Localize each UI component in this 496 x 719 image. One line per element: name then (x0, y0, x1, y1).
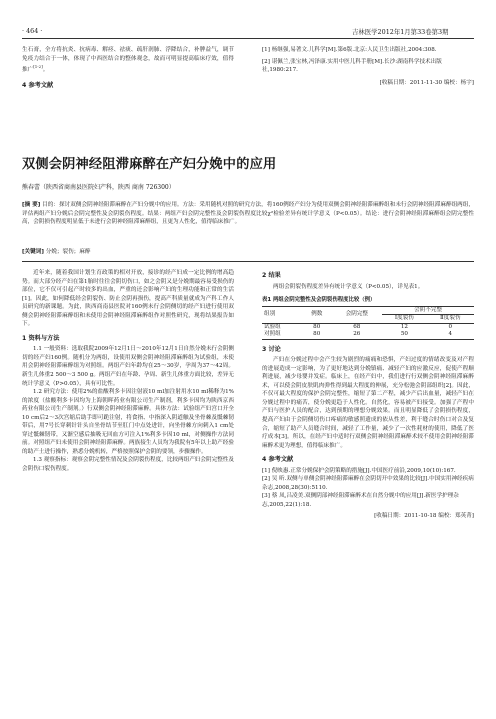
prev-received: [收稿日期：2011-11-30 编校：杨宇] (379, 79, 474, 86)
table-row (262, 323, 474, 331)
prev-ref-1: [1] 杨继强,易著文.儿科学[M].第6版.北京:人民卫生出版社,2004:308. (262, 47, 437, 53)
th-tear: 会阴不完整 (382, 306, 474, 315)
body-right-column (262, 269, 474, 521)
cell-group: 试验组 (264, 323, 281, 330)
body-left-column (22, 269, 234, 474)
keywords-label: [关键词] (22, 249, 44, 255)
header-rule (22, 38, 474, 39)
author-line: 熊春蕾（陕西省商南县医院妇产科，陕西 商南 726300） (22, 184, 175, 191)
abstract-text: 目的：探讨双侧会阴神经阻滞麻醉在产妇分娩中的应用。方法：采用随机对照的研究方法，将160例经产妇分为使用双侧会阴神经阻滞麻醉组和未行会阴神经阻滞麻醉组两组，评估两组产妇分娩后会阴完整性及会阴裂伤程度。结果：两组产妇会阴完整性及会阴裂伤程度比较χ²检验差异有统计学意义（P<0.05）。结论：进行会阴神经阻滞麻醉组会阴完整性高，会阴损伤程度明显低于未进行会阴神经阻滞麻醉组，且更为人性化，值得临床推广。 (22, 202, 475, 226)
article-title: 双侧会阴神经阻滞麻醉在产妇分娩中的应用 (22, 157, 277, 172)
section-2-text: 两组会阴裂伤程度差异有统计学意义（P<0.05），详见表1。 (273, 283, 424, 290)
prev-article-text: 生石膏，全方将抗炎、抗病毒、解痉、祛痰、疏肝润肺、浮降结合，补脾益气，调节免疫力结合于一体，体现了中西医结合的整体观念，故而可明显提高临床疗效，值得推广 (22, 47, 234, 73)
reference-2: [2] 吴 昕.双侧与单侧会阴神经阻滞麻醉在会阴切开中效果的比较[J].中国实用神经疾病杂志,2008,28(30):5110. (262, 476, 474, 491)
table-row (262, 331, 474, 339)
cell-group: 对照组 (264, 331, 281, 338)
prev-article-tail: 。 (42, 66, 49, 73)
cell-intact: 26 (353, 331, 361, 338)
section-3-heading: 3 讨论 (262, 345, 281, 353)
section-1-1: 1.1 一般资料：选取我院2009年12月1日～2010年12月1日自然分娩未行会阴侧切的经产妇160例。随机分为两组，设使用双侧会阴神经阻滞麻醉组为试验组，未使用会阴神经阻滞麻醉组为对照组。两组产妇年龄均在25～30岁，孕周为37～42周。新生儿体重2 500～3 500 g。两组产妇在年龄、孕周、新生儿体重方面比较，差异无统计学意义（P>0.05），具有可比性。 (22, 346, 234, 387)
th-deg1: Ⅰ度裂伤 (382, 315, 426, 324)
table-caption: 表1 两组会阴完整性及会阴裂伤程度比较（例） (262, 297, 376, 304)
section-3-text: 产妇在分娩过程中会产生较为剧烈的痛痛和恐惧，产妇过度的情绪改变及对产程的进展造成一定影响，为了更好地达到分娩镇痛、减轻产妇的应激反应，促使产程顺利进展，减少母婴并发症。临床上，在经产妇中，我们进行行双侧会阴神经阻滞麻醉术，可以使会阴皮肤肌肉弹性得到最大程度的伸展，充分松弛会阴部组织[2]。因此，不仅可最大程度的保护会阴完整性，缩短了第二产程，减少产后出血量，减轻产妇在分娩过程中的痛苦，使分娩更趋于人性化。自然化，容易被产妇接受。加强了产程中产妇与医护人员的配合，达到预期的理想分娩效果。而且明显降低了会阴损伤程度，提高产妇由于会阴侧切伤口疼痛的敏感照遗成的依从性差，利于缝合时伤口对合及复合，缩短了助产人员缝合时间，减轻了工作量，减少了一次性耗材的使用，降低了医疗成本[3]。所以，在经产妇中适时行双侧会阴神经阻滞麻醉术较不使用会阴神经阻滞麻醉术更为理想，值得临床推广。 (262, 357, 474, 449)
abstract-label: [摘 要] (22, 202, 41, 208)
section-1-2: 1.2 研究方法：使用2%的盐酸利多卡因注射液10 ml加注射用水10 ml稀释为1%的浓度（盐酸利多卡因均为上海朝晖药业有限公司生产制剂，利多卡因均为陕西京西药业有限公司生产制剂。）行双侧会阴神经阻滞麻醉。具体方法：试验组产妇宫口开全10 cm后2～3次宫缩后助手即可跪注射，将食指、中指深入阴道触及坐骨棘及骶棘韧带后，用7号长穿刺针针头自坐骨结节至肛门中点处进针，向坐骨棘方向刺入1 cm处穿过骶棘韧带，又渐空感后抽吸无回血方可注入1%利多卡因10 ml，对侧操作方法同前。对照组产妇未使用会阴神经阻滞麻醉。两族接生人员均为我院有5年以上助产经验的助产士进行操作，熟悉分娩机转，严格按照保护会阴的要领，步骤操作。 (22, 389, 234, 455)
section-2-heading: 2 结果 (262, 272, 281, 279)
abstract (22, 201, 474, 227)
prev-article-left (22, 46, 234, 92)
reference-3: [3] 蔡 凤,吕凌美.双侧阴部神经阻滞麻醉术在自然分娩中的应用[J].新医学护理杂志,2005,22(1):18. (262, 493, 459, 508)
keywords-text: 分娩；裂伤；麻醉 (45, 249, 91, 255)
table-header-row (262, 306, 474, 315)
keywords (22, 248, 90, 257)
cell-deg1: 12 (400, 323, 408, 330)
section-4-heading: 4 参考文献 (262, 456, 294, 464)
section-1-3: 1.3 观察指标：观察会阴完整性情况及会阴裂伤程度，比较两组产妇会阴完整性及会阴伤口裂伤程度。 (22, 457, 234, 473)
cell-deg2: 0 (448, 323, 453, 330)
cell-deg1: 50 (400, 331, 408, 338)
results-table (262, 306, 474, 340)
th-intact: 会阴完整 (331, 306, 382, 323)
intro-paragraph: 近年来，随着我国计划生育政策的相对开放，接诊的经产妇成一定比例的增高趋势。而大部分经产妇在第1胎时往往会阴切伤口，如之会阴又是分娩期最容易受损伤的部位，它不仅可引起产时较多的出血，严重的还会影响产妇的生理功能和正常的生活[1]。因此，如何降低经会阴裂伤、防止会阴再损伤，提高产科质量就成为产科工作人员研究的新课题。为此，陕西商南县医院对160例未行会阴侧切的经产妇进行使用双侧会阴神经阻滞麻醉组和未使用会阴神经阻滞麻醉组作对照性研究，现将结果报告如下。 (22, 270, 234, 328)
cell-cases: 80 (313, 323, 321, 330)
page-number: · 464 · (22, 27, 43, 35)
prev-article-cite: [1-2] (33, 64, 43, 70)
section-1-heading: 1 资料与方法 (22, 334, 60, 342)
received-date: [收稿日期：2011-10-18 编校：郑英菁] (374, 513, 474, 520)
th-group: 组别 (262, 306, 302, 323)
reference-1: [1] 倪映惠.正常分娩保护会阴策略的措施[J].中国医疗前沿,2009,10(10):167. (262, 467, 456, 474)
th-cases: 例数 (302, 306, 331, 323)
prev-refs-heading: 4 参考文献 (22, 81, 54, 89)
journal-header: 吉林医学2012年1月第33卷第3期 (352, 28, 449, 36)
cell-cases: 80 (313, 331, 321, 338)
th-deg2: Ⅱ度裂伤 (427, 315, 474, 324)
cell-intact: 68 (353, 323, 361, 330)
abstract-rule (22, 261, 474, 262)
prev-ref-2: [2] 谌佩兰,张宝林,冯泽康.实用中医儿科手册[M].长沙:湖南科学技术出版社,1980:217. (262, 58, 442, 74)
cell-deg2: 4 (448, 331, 453, 338)
prev-article-right (262, 46, 474, 87)
